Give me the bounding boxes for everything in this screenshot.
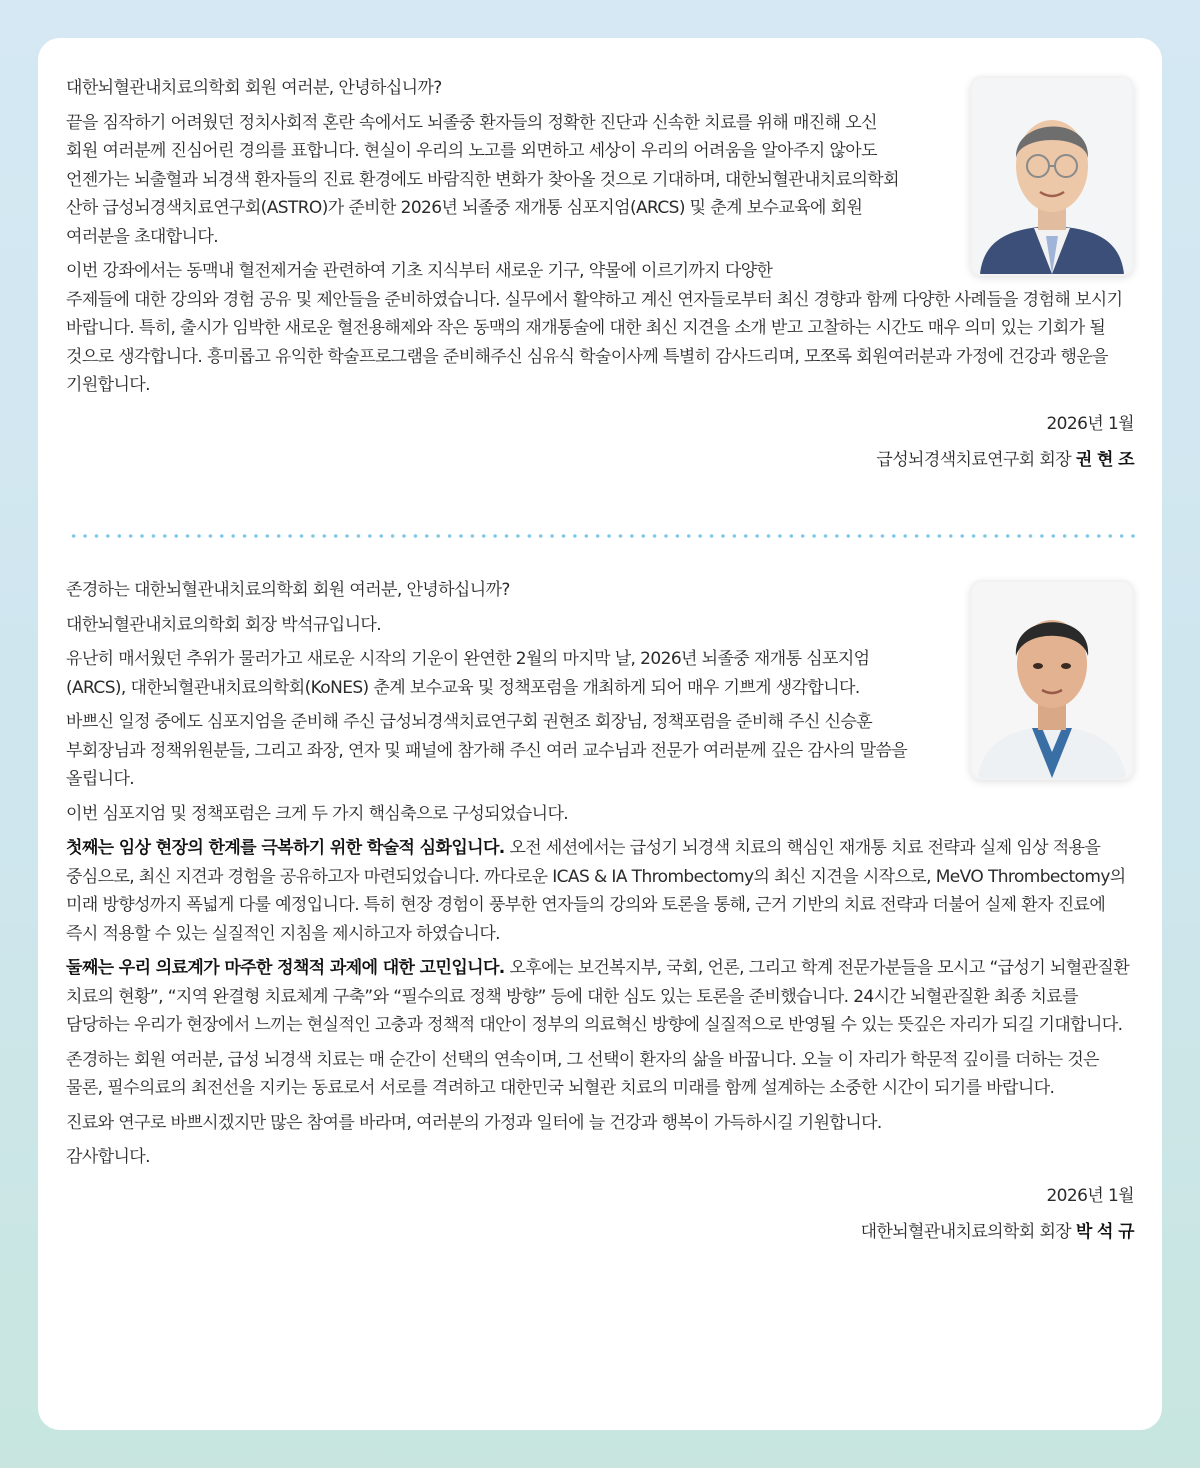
portrait-kwon xyxy=(970,76,1134,276)
paragraph xyxy=(66,954,1134,1040)
paragraph: 유난히 매서웠던 추위가 물러가고 새로운 시작의 기운이 완연한 2월의 마지막 날, 2026년 뇌졸중 재개통 심포지엄(ARCS), 대한뇌혈관내치료의학회(KoNES) 춘계 보수교육 및 정책포럼을 개최하게 되어 매우 기쁘게 생각합니다. xyxy=(66,649,870,698)
letter-kwon xyxy=(66,74,1134,481)
paragraph: 주제들에 대한 강의와 경험 공유 및 제안들을 준비하였습니다. 실무에서 활약하고 계신 연자들로부터 최신 경향과 함께 다양한 사례들을 경험해 보시기 바랍니다. 특히, 출시가 임박한 새로운 혈전용해제와 작은 동맥의 재개통술에 대한 최신 지견을 소개 받고 고찰하는 시간도 매우 의미 있는 기회가 될 것으로 생각합니다. 흥미롭고 유익한 학술프로그램을 준비해주신 심유식 학술이사께 특별히 감사드리며, 모쪼록 회원여러분과 가정에 건강과 행운을 기원합니다. xyxy=(66,289,1123,395)
paragraph: 바쁘신 일정 중에도 심포지엄을 준비해 주신 급성뇌경색치료연구회 권현조 회장님, 정책포럼을 준비해 주신 신승훈 부회장님과 정책위원분들, 그리고 좌장, 연자 및 패널에 참가해 주신 여러 교수님과 전문가 여러분께 깊은 감사의 말씀을 올립니다. xyxy=(66,712,908,789)
greeting: 대한뇌혈관내치료의학회 회원 여러분, 안녕하십니까? xyxy=(66,78,442,98)
portrait-kwon-image xyxy=(972,78,1132,274)
dotted-divider xyxy=(68,534,1136,538)
paragraph-body: 오후에는 보건복지부, 국회, 언론, 그리고 학계 전문가분들을 모시고 “급성기 뇌혈관질환 치료의 현황”, “지역 완결형 치료체계 구축”와 “필수의료 정책 방향” 등에 대한 심도 있는 토론을 준비했습니다. 24시간 뇌혈관질환 최종 치료를 담당하는 우리가 현장에서 느끼는 현실적인 고충과 정책적 대안이 정부의 의료혁신 방향에 실질적으로 반영될 수 있는 뜻깊은 자리가 되길 기대합니다. xyxy=(66,958,1130,1035)
paragraph: 끝을 짐작하기 어려웠던 정치사회적 혼란 속에서도 뇌졸중 환자들의 정확한 진단과 신속한 치료를 위해 매진해 오신 회원 여러분께 진심어린 경의를 표합니다. 현실이 우리의 노고를 외면하고 세상이 우리의 어려움을 알아주지 않아도 언젠가는 뇌출혈과 뇌경색 환자들의 진료 환경에도 바람직한 변화가 찾아올 것으로 기대하며, 대한뇌혈관내치료의학회 산하 급성뇌경색치료연구회(ASTRO)가 준비한 2026년 뇌졸중 재개통 심포지엄(ARCS) 및 춘계 보수교육에 회원 여러분을 초대합니다. xyxy=(66,112,899,247)
portrait-park-image xyxy=(972,582,1132,778)
paragraph-body: 오전 세션에서는 급성기 뇌경색 치료의 핵심인 재개통 치료 전략과 실제 임상 적용을 중심으로, 최신 지견과 경험을 공유하고자 마련되었습니다. 까다로운 ICAS & IA Thrombectomy의 최신 지견을 시작으로, MeVO Thrombectomy의 미래 방향성까지 폭넓게 다룰 예정입니다. 특히 현장 경험이 풍부한 연자들의 강의와 토론을 통해, 근거 기반의 치료 전략과 더불어 실제 환자 진료에 즉시 적용할 수 있는 실질적인 지침을 제시하고자 하였습니다. xyxy=(66,838,1126,944)
paragraph xyxy=(66,834,1134,948)
signature-name: 권 현 조 xyxy=(1075,450,1134,470)
intro: 대한뇌혈관내치료의학회 회장 박석규입니다. xyxy=(66,614,382,635)
paragraph-line: 이번 강좌에서는 동맥내 혈전제거술 관련하여 기초 지식부터 새로운 기구, 약물에 이르기까지 다양한 xyxy=(66,261,773,281)
paragraph: 이번 심포지엄 및 정책포럼은 크게 두 가지 핵심축으로 구성되었습니다. xyxy=(66,803,569,824)
paragraph-lead: 첫째는 임상 현장의 한계를 극복하기 위한 학술적 심화입니다. xyxy=(66,838,505,858)
letter-park xyxy=(66,576,1134,1253)
paragraph-lead: 둘째는 우리 의료계가 마주한 정책적 과제에 대한 고민입니다. xyxy=(66,958,505,978)
portrait-park xyxy=(970,580,1134,780)
signature xyxy=(66,1218,1134,1247)
signature xyxy=(66,446,1134,475)
paragraph: 감사합니다. xyxy=(66,1147,150,1167)
letter-date: 2026년 1월 xyxy=(1046,413,1134,434)
signature-title: 급성뇌경색치료연구회 회장 xyxy=(876,450,1076,470)
paragraph: 진료와 연구로 바쁘시겠지만 많은 참여를 바라며, 여러분의 가정과 일터에 늘 건강과 행복이 가득하시길 기원합니다. xyxy=(66,1112,882,1133)
letter-date: 2026년 1월 xyxy=(1046,1185,1134,1206)
paragraph: 존경하는 회원 여러분, 급성 뇌경색 치료는 매 순간이 선택의 연속이며, 그 선택이 환자의 삶을 바꿉니다. 오늘 이 자리가 학문적 깊이를 더하는 것은 물론, 필수의료의 최전선을 지키는 동료로서 서로를 격려하고 대한민국 뇌혈관 치료의 미래를 함께 설계하는 소중한 시간이 되기를 바랍니다. xyxy=(66,1049,1099,1098)
letters-card xyxy=(38,38,1162,1430)
greeting: 존경하는 대한뇌혈관내치료의학회 회원 여러분, 안녕하십니까? xyxy=(66,580,510,600)
signature-title: 대한뇌혈관내치료의학회 회장 xyxy=(860,1222,1076,1242)
signature-name: 박 석 규 xyxy=(1075,1222,1134,1242)
